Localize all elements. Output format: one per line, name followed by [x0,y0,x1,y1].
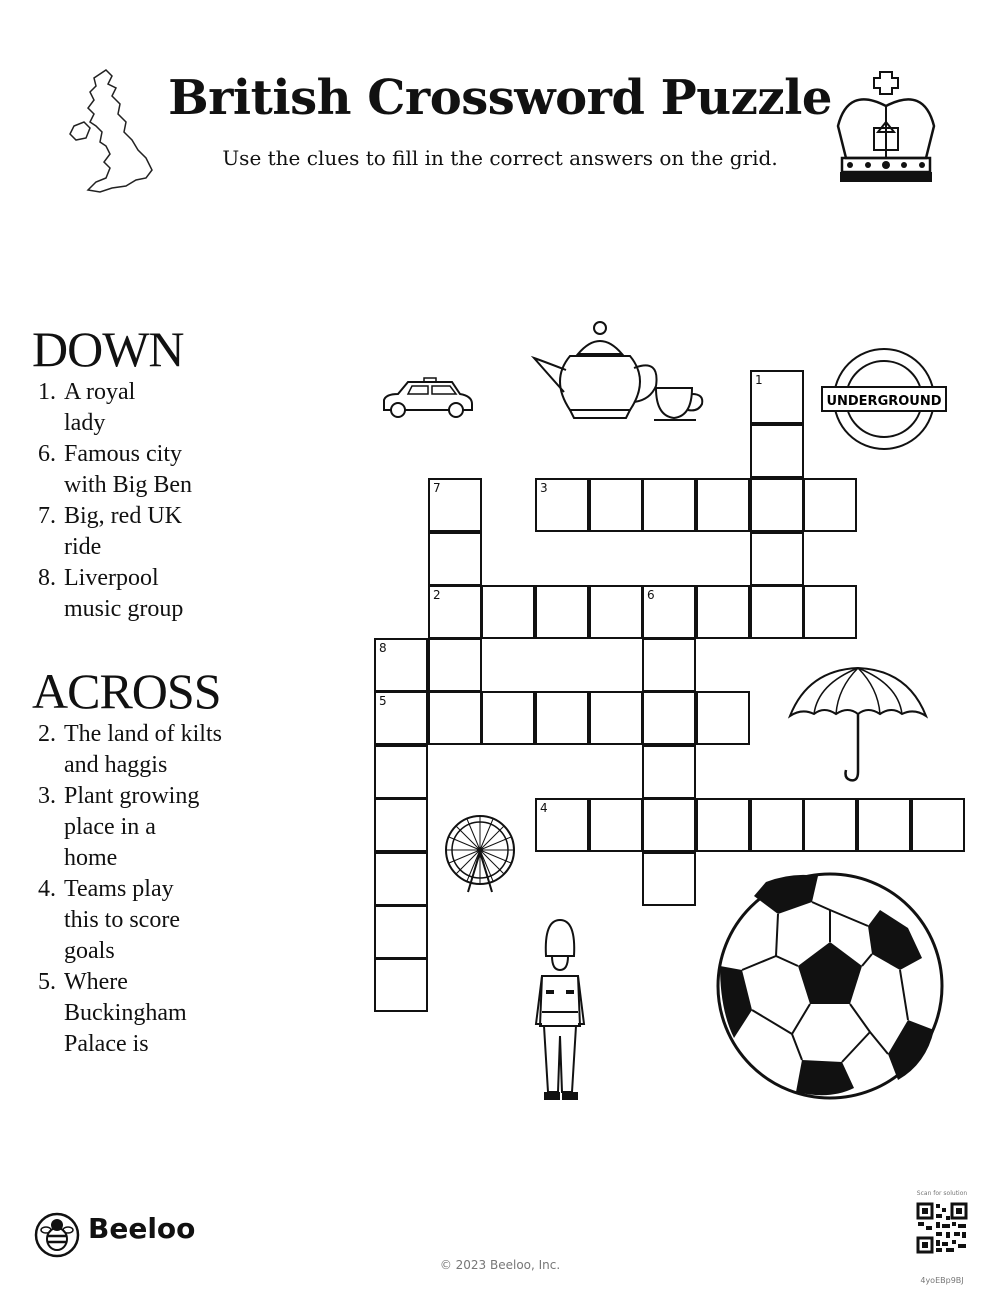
grid-cell[interactable] [696,478,750,532]
across-clue-2 [34,719,224,781]
grid-cell[interactable] [750,370,804,424]
bee-logo-icon [34,1212,80,1258]
grid-cell[interactable] [374,691,428,745]
grid-cell[interactable] [374,638,428,692]
down-clue-8 [34,563,219,625]
grid-cell[interactable] [589,798,643,852]
qr-code-label: 4yoEBp9BJ [920,1276,964,1285]
clue-text: Where Buckingham Palace is [64,969,187,1057]
grid-cell[interactable] [374,852,428,906]
grid-cell[interactable] [803,798,857,852]
grid-cell[interactable] [750,478,804,532]
across-heading: ACROSS [32,663,221,719]
cell-number: 3 [540,481,548,495]
clue-number: 6. [38,441,56,467]
grid-cell[interactable] [481,585,535,639]
grid-cell[interactable] [750,585,804,639]
grid-cell[interactable] [750,532,804,586]
down-clue-1 [34,377,164,439]
page-subtitle: Use the clues to fill in the correct answers on the grid. [222,146,778,170]
grid-cell[interactable] [642,638,696,692]
grid-cell[interactable] [911,798,965,852]
grid-cell[interactable] [642,691,696,745]
clue-text: Plant growing place in a home [64,783,200,871]
grid-cell[interactable] [803,478,857,532]
grid-cell[interactable] [535,478,589,532]
across-clue-3 [34,781,214,874]
grid-cell[interactable] [374,745,428,799]
grid-cell[interactable] [750,424,804,478]
grid-cell[interactable] [803,585,857,639]
cell-number: 6 [647,588,655,602]
grid-cell[interactable] [535,798,589,852]
down-clue-7 [34,501,224,563]
uk-map-icon [66,66,162,196]
across-clue-4 [34,874,214,967]
grid-cell[interactable] [750,798,804,852]
clue-number: 8. [38,565,56,591]
across-clue-5 [34,967,214,1060]
down-clue-6 [34,439,219,501]
clue-number: 3. [38,783,56,809]
grid-cell[interactable] [428,532,482,586]
grid-cell[interactable] [589,691,643,745]
crown-icon [828,66,944,192]
grid-cell[interactable] [428,585,482,639]
clue-text: The land of kilts and haggis [64,721,222,778]
grid-cell[interactable] [589,585,643,639]
grid-cell[interactable] [642,798,696,852]
cell-number: 8 [379,641,387,655]
grid-cell[interactable] [374,905,428,959]
teacup-icon [652,384,708,424]
grid-cell[interactable] [481,691,535,745]
grid-cell[interactable] [428,691,482,745]
qr-code-icon[interactable] [916,1202,968,1254]
down-clues-list [34,377,219,625]
grid-cell[interactable] [374,958,428,1012]
brand-name: Beeloo [88,1212,196,1245]
down-heading: DOWN [32,321,184,377]
royal-guard-icon [532,916,588,1106]
grid-cell[interactable] [428,478,482,532]
clue-text: Liverpool music group [64,565,184,622]
copyright: © 2023 Beeloo, Inc. [439,1258,561,1272]
cell-number: 2 [433,588,441,602]
clue-number: 2. [38,721,56,747]
clue-text: Teams play this to score goals [64,876,180,964]
cell-number: 5 [379,694,387,708]
underground-sign-icon [818,344,950,454]
clue-number: 5. [38,969,56,995]
grid-cell[interactable] [642,852,696,906]
clue-number: 1. [38,379,56,405]
across-clues-list [34,719,222,1060]
cell-number: 4 [540,801,548,815]
taxi-icon [380,376,476,420]
grid-cell[interactable] [428,638,482,692]
umbrella-icon [788,664,928,786]
soccer-ball-icon [712,870,948,1102]
clue-text: Famous city with Big Ben [64,441,193,498]
grid-cell[interactable] [642,745,696,799]
grid-cell[interactable] [696,585,750,639]
clue-number: 7. [38,503,56,529]
cell-number: 7 [433,481,441,495]
scan-label: Scan for solution [916,1190,968,1197]
cell-number: 1 [755,373,763,387]
clue-text: Big, red UK ride [64,503,182,560]
grid-cell[interactable] [374,798,428,852]
grid-cell[interactable] [535,691,589,745]
grid-cell[interactable] [535,585,589,639]
grid-cell[interactable] [857,798,911,852]
page-title: British Crossword Puzzle [168,70,832,126]
clue-text: A royal lady [64,379,136,436]
clue-number: 4. [38,876,56,902]
underground-sign-text: UNDERGROUND [826,394,942,409]
grid-cell[interactable] [589,478,643,532]
grid-cell[interactable] [642,478,696,532]
grid-cell[interactable] [696,691,750,745]
grid-cell[interactable] [696,798,750,852]
grid-cell[interactable] [642,585,696,639]
ferris-wheel-icon [440,812,522,896]
